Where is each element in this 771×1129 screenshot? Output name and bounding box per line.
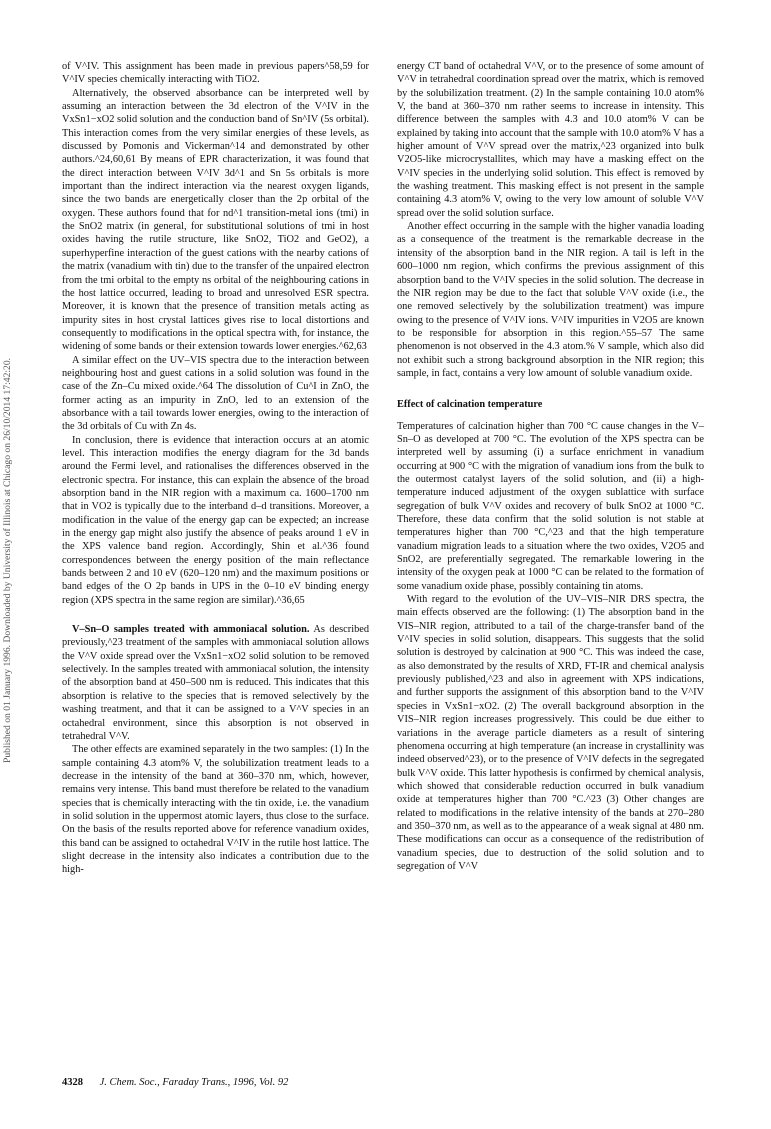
paragraph: Alternatively, the observed absorbance can be interpreted well by assuming an interaction between the 3d electron of the V^IV in the VxSn1−xO2 solid solution and the conduction band of Sn^IV (5s orbital). This interaction comes from the very similar energies of these levels, as discussed by Pomonis and Vickerman^14 and demonstrated by other authors.^24,60,61 By means of EPR characterization, it was found that the direct interaction between V^IV 3d^1 and Sn 5s orbitals is more important than the indirect interaction via the nearest oxygen ligands, since the two bands are energetically closer than the 2p orbital of the oxygen. These authors found that for nd^1 transition-metal ions (tmi) in the SnO2 matrix (in general, for substitutional solutions of tmi in host oxides having the rutile structure, like SnO2, TiO2 and GeO2), a superhyperfine interaction of the guest cations with the nearby cations of the matrix (vanadium with tin) due to the transfer of the unpaired electron from the tmi orbital to the empty ns orbital of the neighbouring cations in the host lattice occurred, leading to broad and unresolved ESR spectra. Moreover, it is known that the presence of transition metals acting as impurity sites in host crystal lattices gives rise to local distortions and consequently to modifications in the optical spectra with, for instance, the widening of some bands or their extension towards lower energies.^62,63 xyxy=(62,87,369,353)
journal-citation: J. Chem. Soc., Faraday Trans., 1996, Vol. 92 xyxy=(99,1077,289,1088)
section-heading: V–Sn–O samples treated with ammoniacal solution. xyxy=(72,624,310,636)
paragraph: Temperatures of calcination higher than 700 °C cause changes in the V–Sn–O as developed at 700 °C. The evolution of the XPS spectra can be interpreted well by assuming (i) a surface enrichment in vanadium occurring at 900 °C with the migration of vanadium ions from the bulk to the outermost catalyst layers of the solid solution, and (ii) a high-temperature induced adjustment of the oxygen sublattice with surface segregation of bulk V^V oxides and recovery of bulk SnO2 at 1000 °C. Therefore, these data confirm that the solid solution is not stable at temperatures higher than 700 °C,^23 and that the high temperature vanadium migration leads to a situation where the two oxides, V2O5 and SnO2, are preferentially segregated. The remarkable lowering in the intensity of the oxygen peak at 1000 °C can be related to the formation of some vanadium oxide phase, possibly containing tin atoms. xyxy=(397,420,704,592)
right-column xyxy=(397,60,704,873)
section-paragraph xyxy=(62,623,369,743)
paragraph: With regard to the evolution of the UV–VIS–NIR DRS spectra, the main effects observed are the following: (1) The absorption band in the VIS–NIR region, attributed to a tail of the charge-transfer band of the V^IV species in solid solution, disappears. This suggests that the solid solution is destroyed by calcination at 900 °C. This was indeed the case, as also demonstrated by the results of XRD, FT-IR and chemical analysis previously published,^23 and also in agreement with XPS indications, and further supports the assignment of this absorption band to the V^IV species in VxSn1−xO2. (2) The overall background absorption in the VIS–NIR region increases progressively. This could be due either to variations in the average particle diameters as a result of sintering phenomena occurring at high temperature (an increase in crystallinity was indeed observed^23), or to the presence of V^IV defects in the segregated bulk V^V oxide. This latter hypothesis is confirmed by chemical analysis, which showed that considerable reduction occurred in bulk vanadium oxide at temperatures higher than 700 °C.^23 (3) Other changes are related to modifications in the relative intensity of the bands at 270–280 and 350–370 nm, as well as to the appearance of a weak signal at 480 nm. These modifications can occur as a consequence of the redistribution of vanadium species, due to destruction of the solid solution and to segregation of V^V xyxy=(397,594,704,872)
paragraph: energy CT band of octahedral V^V, or to the presence of some amount of V^V in tetrahedral coordination spread over the matrix, which is removed by the solubilization treatment. (2) In the sample containing 10.0 atom% V, the band at 360–370 nm rather seems to increase in intensity. This difference between the samples with 4.3 and 10.0 atom% V can be explained by taking into account that the sample with 10.0 atom% V has a higher amount of V^V spread over the matrix,^23 organized into bulk V2O5-like microcrystallites, which may have a masking effect on the V^IV species in the underlying solid solution. This effect is removed by the washing treatment. This masking effect is not present in the sample containing 4.3 atom% V, owing to the very low amount of soluble V^V spread over the solid solution surface. xyxy=(397,61,704,219)
paragraph: Another effect occurring in the sample with the higher vanadia loading as a consequence of the treatment is the remarkable decrease in the intensity of the absorption band in the NIR region. A tail is left in the 600–1000 nm region, which confirms the previous assignment of this absorption band to the V^IV species in the solid solution. The decrease in the NIR region may be due to the fact that soluble V^V oxide (i.e., the one removed selectively by the solubilization treatment) was impure owing to the presence of V^IV ions. V^IV impurities in V2O5 are known to be responsible for absorption in this region.^55–57 The same phenomenon is not observed in the 4.3 atom.% V sample, which also did not exhibit such a strong background absorption in the NIR region; this sample, in fact, contains a very low amount of soluble vanadium oxide. xyxy=(397,221,704,379)
download-watermark: Published on 01 January 1996. Downloaded by University of Illinois at Chicago on 26/10/2014 17:42:20. xyxy=(2,357,13,763)
paragraph: In conclusion, there is evidence that interaction occurs at an atomic level. This interaction modifies the energy diagram for the 3d bands around the Fermi level, and rationalises the differences observed in the electronic spectra. For instance, this can explain the absence of the broad absorption band in the NIR region with a maximum ca. 1600–1700 nm that in VO2 is typically due to the interband d–d transitions. Moreover, a modification in the value of the energy gap can be expected; an increase in the energy gap might also justify the absence of peaks around 1 eV in the XPS valence band region. Accordingly, Shin et al.^36 found correspondences between the energy position of the main reflectance bands between 2 and 10 eV (620–120 nm) and the maximum positions or band edges of the O 2p bands in UPS in the 0–10 eV binding energy region (XPS spectra in the same region are similar).^36,65 xyxy=(62,434,369,606)
section-heading: Effect of calcination temperature xyxy=(397,399,543,411)
paragraph: of V^IV. This assignment has been made in previous papers^58,59 for V^IV species chemically interacting with TiO2. xyxy=(62,61,369,86)
page-number: 4328 xyxy=(62,1077,83,1088)
paragraph: A similar effect on the UV–VIS spectra due to the interaction between neighbouring host and guest cations in a solid solution was found in the case of the Zn–Cu mixed oxide.^64 The dissolution of Cu^I in ZnO, the former acting as an impurity in ZnO, led to an extension of the absorbance with a tail towards lower energies, owing to the interaction of the 3d orbitals of Cu with Zn 4s. xyxy=(62,354,369,433)
page-footer xyxy=(62,1077,288,1088)
paragraph-body: As described previously,^23 treatment of the samples with ammoniacal solution allows the V^V oxide spread over the VxSn1−xO2 solid solution to be removed selectively. In the samples treated with ammoniacal solution, the intensity of the absorption band at 450–500 nm is reduced. This indicates that this absorption is relative to the species that is removed selectively by the washing treatment, and that it can be assigned to a V^V species in an octahedral environment, since this absorption is not observed in tetrahedral V^V. xyxy=(62,624,370,742)
left-column xyxy=(62,60,369,877)
paragraph: The other effects are examined separately in the two samples: (1) In the sample containing 4.3 atom% V, the solubilization treatment leads to a decrease in the intensity of the band at 360–370 nm, which, however, remains very intense. This band must therefore be related to the vanadium species that is chemically interacting with the tin oxide, i.e. the vanadium in solid solution in the uppermost atomic layers, thus close to the surface. On the basis of the results reported above for reference vanadium oxides, this band can be assigned to octahedral V^IV in the rutile host lattice. The slight decrease in the intensity also indicates a contribution due to the high- xyxy=(62,744,369,876)
